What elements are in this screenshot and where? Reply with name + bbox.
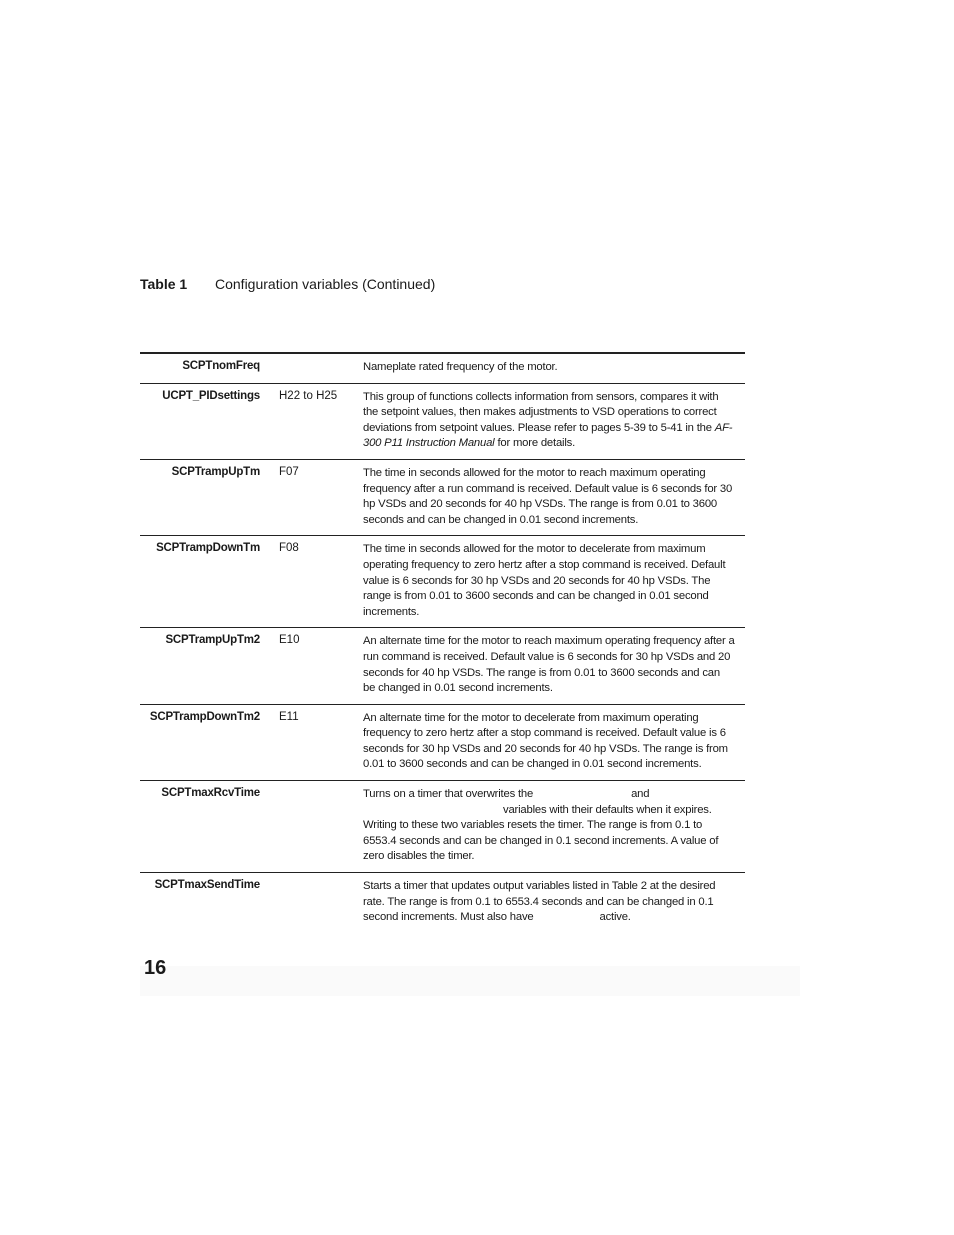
description-text: variables with their defaults when it expires. Writing to these two variables resets the timer. The range is from 0.1 to 6553.4 seconds and can be changed in 0.1 second increments. A value of zero disables the timer.	[363, 803, 719, 863]
table-row	[140, 460, 745, 536]
table-row	[140, 384, 745, 460]
variable-description: The time in seconds allowed for the motor to reach maximum operating frequency after a run command is received. Default value is 6 seconds for 30 hp VSDs and 20 seconds for 40 hp VSDs. The range is from 0.01 to 3600 seconds and can be changed in 0.01 second increments.	[363, 466, 733, 526]
variable-description: The time in seconds allowed for the motor to decelerate from maximum operating frequency to zero hertz after a stop command is received. Default value is 6 seconds for 30 hp VSDs and 20 seconds for 40 hp VSDs. The range is from 0.01 to 3600 seconds and can be changed in 0.01 second increments.	[363, 543, 726, 618]
page-number: 16	[144, 957, 167, 979]
table-row	[140, 354, 745, 384]
table-row	[140, 873, 745, 933]
table-label: Table 1	[140, 276, 188, 292]
function-code: E10	[279, 634, 300, 647]
variable-description: An alternate time for the motor to reach maximum operating frequency after a run command is received. Default value is 6 seconds for 30 hp VSDs and 20 seconds for 40 hp VSDs. The range is from 0.01 to 3600 seconds and can be changed in 0.01 second increments.	[363, 635, 735, 695]
variable-name: SCPTrampDownTm	[156, 542, 260, 555]
description-text: active.	[599, 911, 631, 924]
table-caption	[140, 276, 435, 292]
variable-description: Nameplate rated frequency of the motor.	[363, 361, 558, 373]
function-code: F08	[279, 542, 299, 555]
description-text: Turns on a timer that overwrites the	[363, 788, 534, 801]
variable-name: SCPTrampDownTm2	[149, 710, 260, 723]
variable-name: SCPTrampUpTm2	[165, 634, 260, 647]
description-text: Starts a timer that updates output variables listed in Table 2 at the desired rate. The range is from 0.1 to 6553.4 seconds and can be changed in 0.1 second increments. Must also have	[363, 880, 716, 924]
description-text: This group of functions collects information from sensors, compares it with the setpoint values, then makes adjustments to VSD operations to correct deviations from setpoint values. Please refer to pages 5-39 to 5-41 in the	[363, 390, 719, 434]
manual-title: AF-300 P11 Instruction Manual	[363, 421, 733, 450]
variable-name: SCPTnomFreq	[182, 360, 260, 372]
table-row	[140, 536, 745, 628]
variable-name: SCPTmaxRcvTime	[161, 787, 260, 800]
variable-description: An alternate time for the motor to decelerate from maximum operating frequency to zero hertz after a stop command is received. Default value is 6 seconds for 30 hp VSDs and 20 seconds for 40 hp VSDs. The range is from 0.01 to 3600 seconds and can be changed in 0.01 second increments.	[363, 711, 728, 771]
table-row	[140, 705, 745, 781]
function-code: F07	[279, 465, 299, 478]
table-row	[140, 781, 745, 873]
variable-description	[363, 390, 735, 452]
function-code: E11	[279, 710, 299, 723]
config-variables-table	[140, 352, 745, 933]
variable-name: SCPTmaxSendTime	[154, 879, 260, 892]
variable-name: UCPT_PIDsettings	[162, 389, 260, 402]
footer-band	[140, 966, 800, 996]
description-text: for more details.	[497, 437, 576, 450]
table-title: Configuration variables (Continued)	[215, 276, 436, 292]
variable-name: SCPTrampUpTm	[171, 465, 260, 478]
function-code: H22 to H25	[279, 389, 338, 402]
table-row	[140, 628, 745, 704]
variable-description	[363, 787, 735, 865]
variable-description	[363, 879, 735, 926]
description-text: and	[631, 788, 650, 801]
